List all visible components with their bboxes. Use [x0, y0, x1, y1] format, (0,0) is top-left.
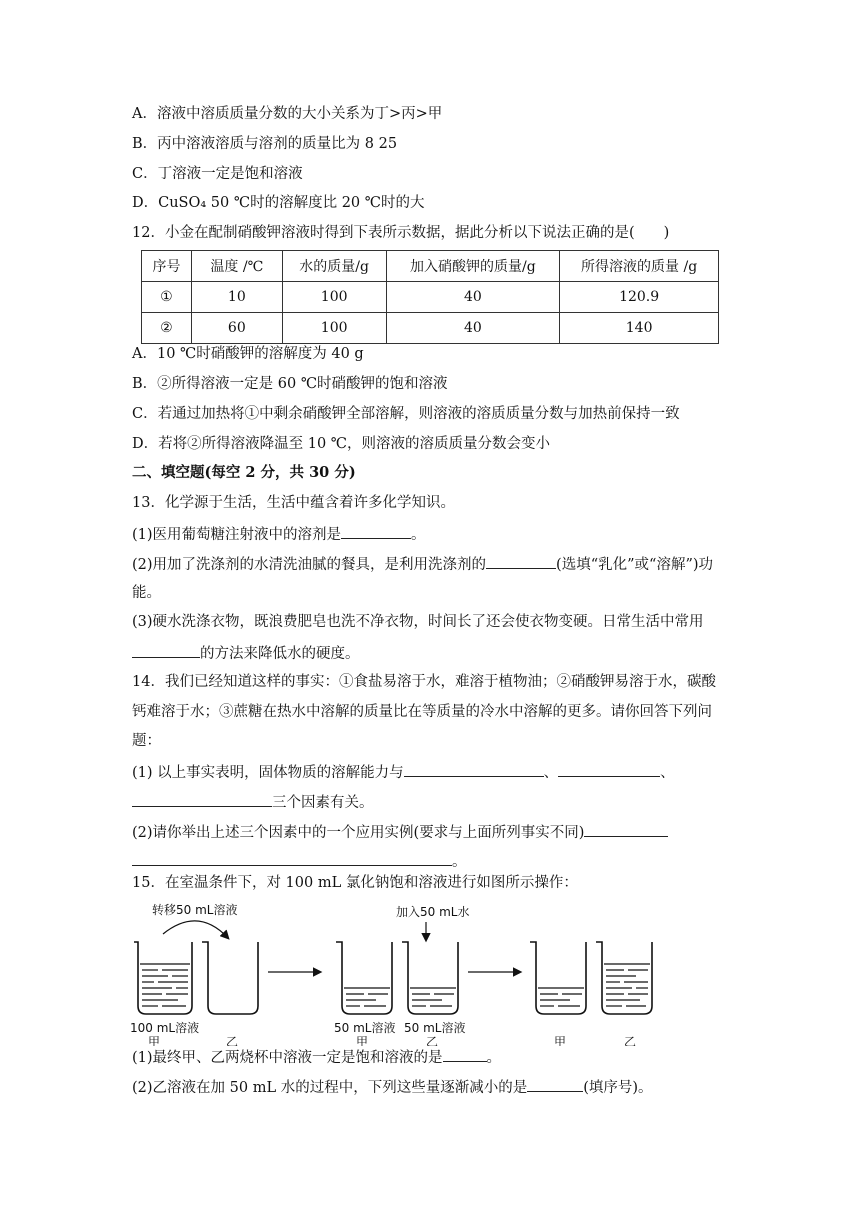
table-cell: 10: [191, 282, 282, 313]
beaker-3: [336, 942, 392, 1014]
q13-part2-cont: 能。: [132, 585, 161, 601]
q12-option-b: B．②所得溶液一定是 60 ℃时硝酸钾的饱和溶液: [132, 376, 448, 392]
answer-blank[interactable]: [443, 1046, 487, 1062]
q14-stem-line2: 钙难溶于水；③蔗糖在热水中溶解的质量比在等质量的冷水中溶解的更多。请你回答下列问: [132, 704, 712, 720]
table-header-cell: 序号: [142, 251, 192, 282]
beaker-4-label: 50 mL溶液: [404, 1021, 466, 1035]
beaker-1-label: 100 mL溶液: [130, 1021, 200, 1035]
answer-blank[interactable]: [584, 821, 668, 837]
q13-part3: (3)硬水洗涤衣物，既浪费肥皂也洗不净衣物，时间长了还会使衣物变硬。日常生活中常用: [132, 614, 704, 630]
beaker-diagram: [128, 896, 668, 1046]
section-title: 二、填空题(每空 2 分，共 30 分): [132, 464, 356, 481]
q13-part3-cont: 的方法来降低水的硬度。: [200, 646, 360, 662]
answer-blank[interactable]: [132, 642, 200, 658]
answer-blank[interactable]: [132, 791, 272, 807]
q14-part2-cont-line: [132, 850, 467, 872]
table-header-cell: 温度 /℃: [191, 251, 282, 282]
beaker-3-name: 甲: [356, 1035, 369, 1046]
q11-option-c: C．丁溶液一定是饱和溶液: [132, 166, 303, 182]
q14-part2: [132, 821, 668, 843]
table-header-cell: 所得溶液的质量 /g: [560, 251, 719, 282]
q15-part2-text: (2)乙溶液在加 50 mL 水的过程中，下列这些量逐渐减小的是: [132, 1080, 528, 1096]
beaker-6: [596, 942, 652, 1014]
q14-stem-line1: 14．我们已经知道这样的事实：①食盐易溶于水，难溶于植物油；②硝酸钾易溶于水，碳酸: [132, 674, 716, 690]
answer-blank[interactable]: [486, 553, 556, 569]
table-header-cell: 水的质量/g: [282, 251, 386, 282]
q13-part2-tail: (选填“乳化”或“溶解”)功: [556, 557, 714, 573]
q14-stem-line3: 题：: [132, 733, 161, 749]
q15-part1: [132, 1046, 501, 1068]
q12-option-c: C．若通过加热将①中剩余硝酸钾全部溶解，则溶液的溶质质量分数与加热前保持一致: [132, 406, 680, 422]
table-header-cell: 加入硝酸钾的质量/g: [386, 251, 560, 282]
table-cell: 40: [386, 313, 560, 344]
q15-part1-end: 。: [486, 1050, 502, 1066]
table-cell: 60: [191, 313, 282, 344]
separator: 、: [543, 765, 559, 781]
table-header-row: [142, 251, 719, 282]
q14-part1-cont-line: [132, 791, 374, 813]
table-cell: 40: [386, 282, 560, 313]
q13-part3-cont-line: [132, 642, 360, 664]
table-cell: 140: [560, 313, 719, 344]
answer-blank[interactable]: [404, 761, 544, 777]
table-row: [142, 313, 719, 344]
table-cell: ①: [142, 282, 192, 313]
q11-option-a: A．溶液中溶质质量分数的大小关系为丁>丙>甲: [132, 106, 443, 122]
beaker-2-name: 乙: [226, 1035, 239, 1046]
q15-stem: 15．在室温条件下，对 100 mL 氯化钠饱和溶液进行如图所示操作：: [132, 875, 578, 891]
table-cell: 100: [282, 313, 386, 344]
q15-part2-end: (填序号)。: [583, 1080, 653, 1096]
q15-part1-text: (1)最终甲、乙两烧杯中溶液一定是饱和溶液的是: [132, 1050, 443, 1066]
q13-part1-end: 。: [411, 527, 426, 543]
table-cell: 120.9: [560, 282, 719, 313]
table-row: [142, 282, 719, 313]
answer-blank[interactable]: [558, 761, 660, 777]
beaker-3-label: 50 mL溶液: [334, 1021, 396, 1035]
beaker-6-name: 乙: [624, 1035, 637, 1046]
q12-data-table: [141, 250, 719, 344]
q11-option-b: B．丙中溶液溶质与溶剂的质量比为 8 25: [132, 136, 398, 152]
answer-blank[interactable]: [341, 523, 411, 539]
q11-option-d: D．CuSO₄ 50 ℃时的溶解度比 20 ℃时的大: [132, 195, 425, 211]
answer-blank[interactable]: [527, 1076, 583, 1092]
add-water-label: 加入50 mL水: [396, 905, 470, 919]
table-cell: ②: [142, 313, 192, 344]
q13-part1-text: (1)医用葡萄糖注射液中的溶剂是: [132, 527, 342, 543]
q15-part2: [132, 1076, 653, 1098]
q13-part2-text: (2)用加了洗涤剂的水清洗油腻的餐具，是利用洗涤剂的: [132, 557, 487, 573]
answer-blank[interactable]: [132, 850, 452, 866]
q13-stem: 13．化学源于生活，生活中蕴含着许多化学知识。: [132, 495, 455, 511]
beaker-4: [402, 942, 458, 1014]
q13-part2: [132, 553, 713, 575]
q12-option-d: D．若将②所得溶液降温至 10 ℃，则溶液的溶质质量分数会变小: [132, 436, 551, 452]
separator: 、: [660, 765, 675, 781]
q14-part1-cont: 三个因素有关。: [272, 795, 374, 811]
beaker-1: [134, 942, 192, 1014]
q14-part2-text: (2)请你举出上述三个因素中的一个应用实例(要求与上面所列事实不同): [132, 825, 585, 841]
q12-stem: 12．小金在配制硝酸钾溶液时得到下表所示数据，据此分析以下说法正确的是( ): [132, 225, 670, 241]
beaker-5-name: 甲: [554, 1035, 567, 1046]
beaker-4-name: 乙: [426, 1035, 439, 1046]
q14-part1-text: (1) 以上事实表明，固体物质的溶解能力与: [132, 765, 404, 781]
beaker-2: [202, 942, 258, 1014]
q13-part1: [132, 523, 426, 545]
transfer-label: 转移50 mL溶液: [152, 903, 238, 917]
beaker-1-name: 甲: [148, 1035, 161, 1046]
transfer-arrow: [163, 921, 228, 938]
q14-part1: [132, 761, 675, 783]
table-cell: 100: [282, 282, 386, 313]
beaker-5: [530, 942, 586, 1014]
q14-part2-end: 。: [452, 854, 467, 870]
q12-option-a: A．10 ℃时硝酸钾的溶解度为 40 g: [132, 346, 364, 362]
